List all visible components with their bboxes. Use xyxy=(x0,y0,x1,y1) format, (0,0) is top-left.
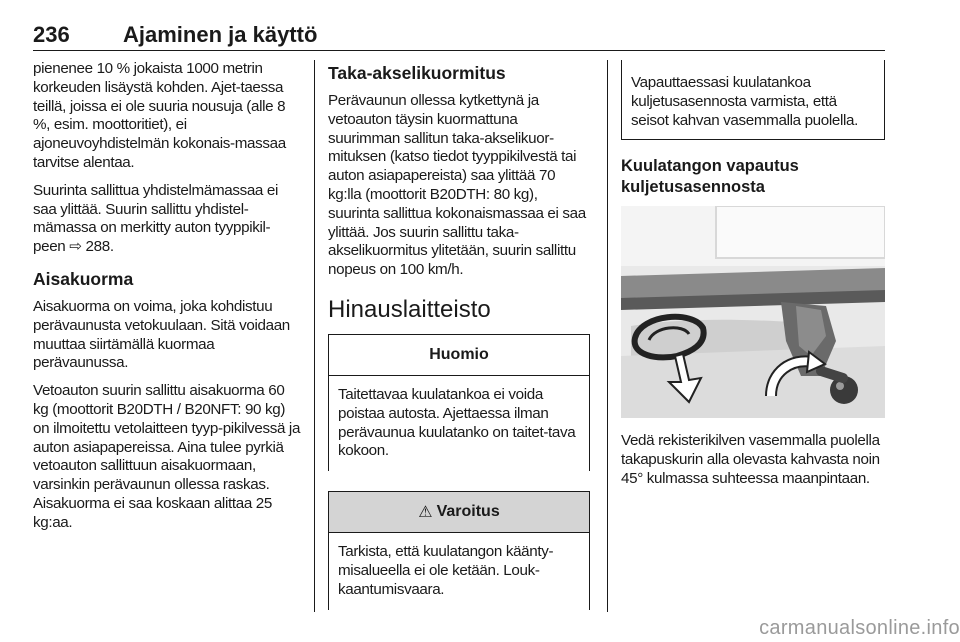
notice-text: Taitettavaa kuulatankoa ei voida poistaa autosta. Ajettaessa ilman perävaunua kuulatanko on taitet-tava kokoon. xyxy=(338,385,576,460)
page-reference-link[interactable]: 288. xyxy=(85,238,114,256)
paragraph-altitude: pienenee 10 % jokaista 1000 metrin korkeuden lisäystä kohden. Ajet-taessa teillä, joissa ei ole suuria nousuja (alle 8 %, esim. moottoritiet), ei ajoneuvoyhdistelmän kokonais-massaa tarvitse alentaa. xyxy=(33,60,286,171)
continued-warning-box xyxy=(621,60,885,140)
column-divider-right xyxy=(607,60,608,612)
tow-bar-release-illustration xyxy=(621,206,885,418)
text-column-3 xyxy=(621,60,885,498)
paragraph-aisakuorma-definition: Aisakuorma on voima, joka kohdistuu perävaunusta vetokuulaan. Sitä voidaan muuttaa siirtämällä kuormaa perävaunussa. xyxy=(33,297,290,372)
paragraph-release-instruction: Vedä rekisterikilven vasemmalla puolella takapuskurin alla olevasta kahvasta noin 45° kulmassa suhteessa maanpintaan. xyxy=(621,432,880,487)
heading-kuulatangon-vapautus: Kuulatangon vapautus kuljetusasennosta xyxy=(621,157,799,197)
page-header xyxy=(33,20,885,51)
heading-aisakuorma: Aisakuorma xyxy=(33,268,134,289)
warning-box xyxy=(328,491,590,609)
paragraph-rear-axle-load: Perävaunun ollessa kytkettynä ja vetoauton täysin kuormattuna suurimman sallitun taka-akselikuor-mituksen (katso tiedot tyyppikilvestä tai auton asiapapereista) saa ylittää 70 kg:lla (moottorit B20DTH: 80 kg), suurinta sallittua kokonaismassaa ei saa ylittää. Jos suurin sallittu taka-akselikuormitus ylitetään, suurin sallittu nopeus on 100 km/h. xyxy=(328,92,586,279)
heading-taka-akselikuormitus: Taka-akselikuormitus xyxy=(328,63,506,83)
paragraph-max-combination-mass xyxy=(33,182,301,257)
warning-header xyxy=(329,492,589,533)
column-divider-left xyxy=(314,60,315,612)
warning-text: Tarkista, että kuulatangon käänty-misalueella ei ole ketään. Louk-kaantumisvaara. xyxy=(338,543,554,598)
page-reference-arrow-icon[interactable]: ⇨ xyxy=(69,238,82,256)
tow-bar-release-drawing xyxy=(621,206,885,418)
page-number: 236 xyxy=(33,22,70,47)
watermark: carmanualsonline.info xyxy=(759,617,960,639)
paragraph-aisakuorma-limits: Vetoauton suurin sallittu aisakuorma 60 kg (moottorit B20DTH / B20NFT: 90 kg) on ilmoitettu vetolaitteen tyyp-pikilvessä ja auton asiapapereissa. Aina tulee pyrkiä vetoauton sallittuun aisakuormaan, varsinkin perävaunun ollessa raskas. Aisakuorma ei saa koskaan alittaa 25 kg:aa. xyxy=(33,382,301,531)
notice-box xyxy=(328,334,590,471)
paragraph-max-combination-mass-text: Suurinta sallittua yhdistelmämassaa ei saa ylittää. Suurin sallittu yhdistel-mämassa on merkitty auton tyyppikil-peen xyxy=(33,181,279,256)
text-column-1 xyxy=(33,60,301,542)
continued-warning-text: Vapauttaessasi kuulatankoa kuljetusasennosta varmista, että seisot kahvan vasemmalla puolella. xyxy=(631,74,859,129)
chapter-title: Ajaminen ja käyttö xyxy=(123,22,318,47)
heading-hinauslaitteisto: Hinauslaitteisto xyxy=(328,295,491,323)
text-column-2 xyxy=(328,60,590,610)
warning-triangle-icon: ⚠ xyxy=(418,504,433,522)
warning-title: Varoitus xyxy=(436,503,500,521)
notice-title: Huomio xyxy=(329,335,589,376)
